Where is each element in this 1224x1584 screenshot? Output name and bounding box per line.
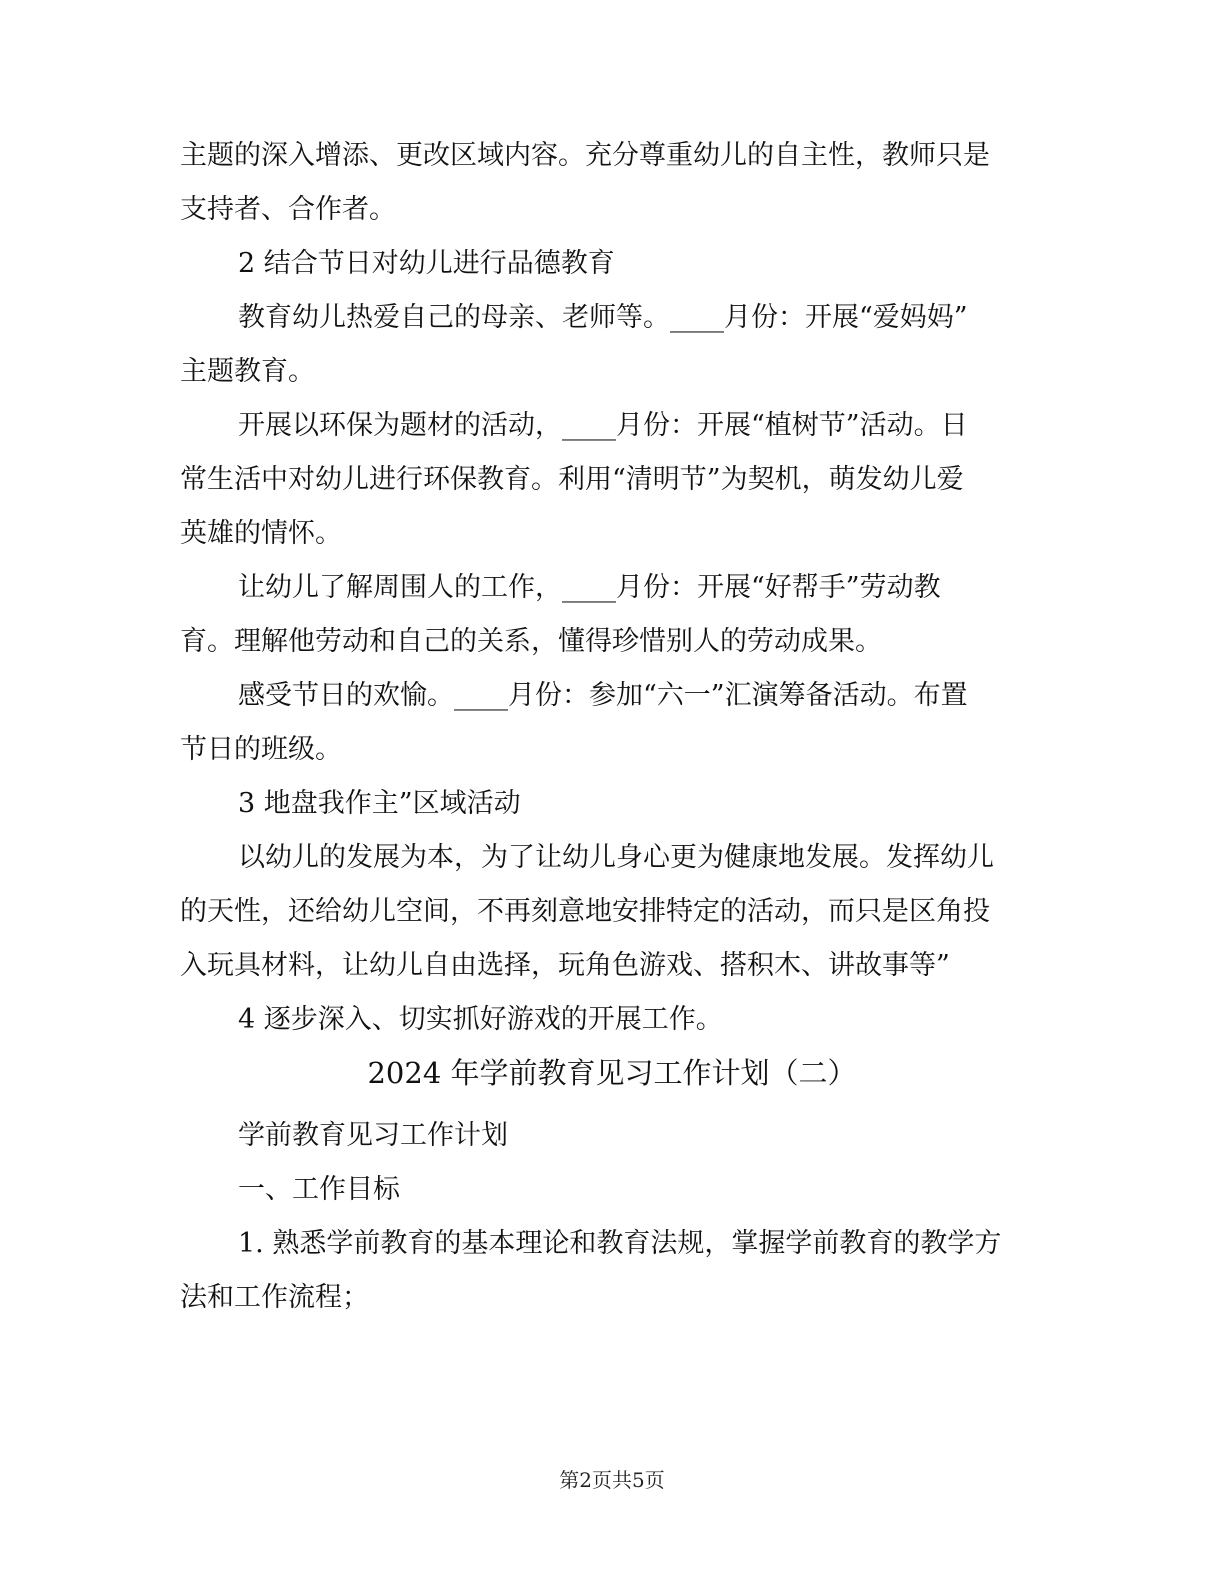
body-text-line: 育。理解他劳动和自己的关系，懂得珍惜别人的劳动成果。 bbox=[180, 626, 882, 657]
subheading-line: 4 逐步深入、切实抓好游戏的开展工作。 bbox=[238, 1004, 723, 1035]
body-text-line: 节日的班级。 bbox=[180, 734, 342, 765]
body-text-line: 以幼儿的发展为本，为了让幼儿身心更为健康地发展。发挥幼儿 bbox=[238, 842, 994, 873]
body-text-line: 主题的深入增添、更改区域内容。充分尊重幼儿的自主性，教师只是 bbox=[180, 140, 990, 171]
subheading-line: 一、工作目标 bbox=[238, 1174, 400, 1205]
body-text-line: 1. 熟悉学前教育的基本理论和教育法规，掌握学前教育的教学方 bbox=[238, 1228, 1002, 1259]
body-text-line: 支持者、合作者。 bbox=[180, 194, 396, 225]
body-text-line: 法和工作流程； bbox=[180, 1282, 369, 1313]
body-text-line: 主题教育。 bbox=[180, 356, 315, 387]
body-text-line: 常生活中对幼儿进行环保教育。利用“清明节”为契机，萌发幼儿爱 bbox=[180, 464, 964, 495]
body-text-line: 让幼儿了解周围人的工作，____月份：开展“好帮手”劳动教 bbox=[238, 572, 941, 603]
body-text-line: 英雄的情怀。 bbox=[180, 518, 342, 549]
body-text-line: 感受节日的欢愉。____月份：参加“六一”汇演筹备活动。布置 bbox=[238, 680, 968, 711]
subheading-line: 2 结合节日对幼儿进行品德教育 bbox=[238, 248, 615, 279]
subheading-line: 3 地盘我作主”区域活动 bbox=[238, 788, 521, 819]
section-title: 2024 年学前教育见习工作计划（二） bbox=[367, 1056, 857, 1090]
body-text-line: 的天性，还给幼儿空间，不再刻意地安排特定的活动，而只是区角投 bbox=[180, 896, 990, 927]
page-number-footer: 第2页共5页 bbox=[559, 1468, 665, 1492]
body-text-line: 入玩具材料，让幼儿自由选择，玩角色游戏、搭积木、讲故事等” bbox=[180, 950, 950, 981]
body-text-line: 开展以环保为题材的活动，____月份：开展“植树节”活动。日 bbox=[238, 410, 968, 441]
body-text-line: 学前教育见习工作计划 bbox=[238, 1120, 508, 1151]
body-text-line: 教育幼儿热爱自己的母亲、老师等。____月份：开展“爱妈妈” bbox=[238, 302, 968, 333]
